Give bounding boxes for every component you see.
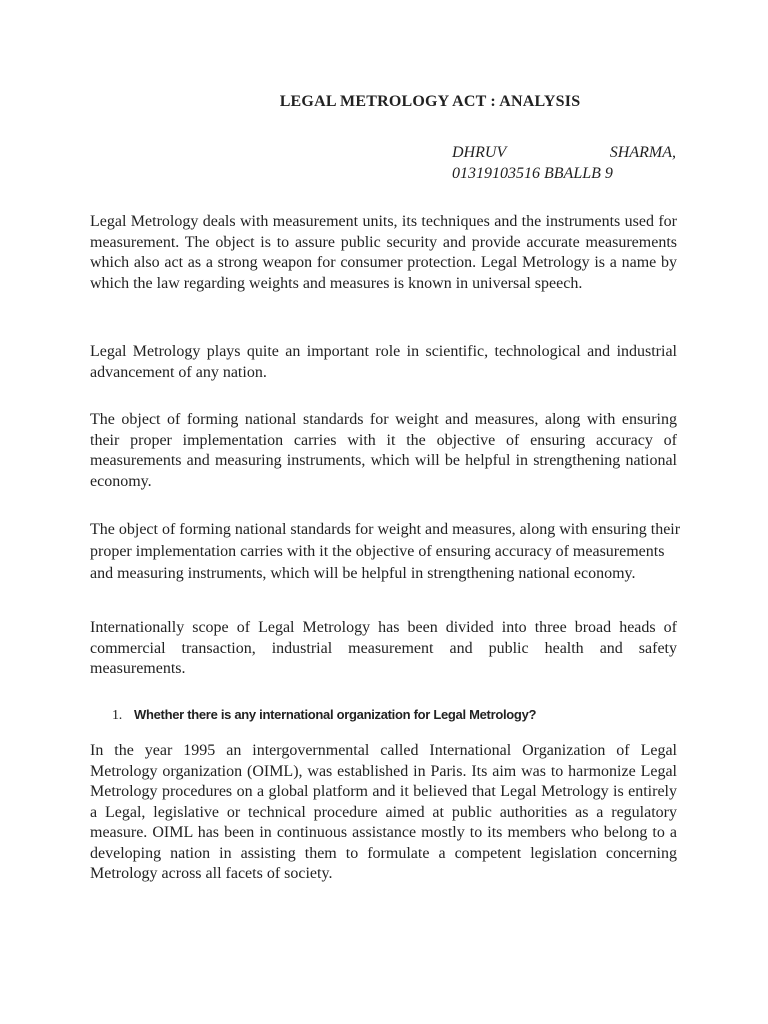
- author-last-name: SHARMA,: [609, 144, 676, 161]
- author-details: 01319103516 BBALLB 9: [452, 165, 613, 182]
- paragraph-5: Internationally scope of Legal Metrology has been divided into three broad heads of commercial transaction, industrial measurement and public health and safety measurements.: [90, 619, 677, 677]
- author-name-line: [452, 142, 676, 163]
- answer-paragraph: In the year 1995 an intergovernmental called International Organization of Legal Metrology organization (OIML), was established in Paris. Its aim was to harmonize Legal Metrology procedures on a global platform and it believed that Legal Metrology is entirely a Legal, legislative or technical procedure aimed at public authorities as a regulatory measure. OIML has been in continuous assistance mostly to its members who belong to a developing nation in assisting them to formulate a competent legislation concerning Metrology across all facets of society.: [90, 742, 677, 882]
- paragraph-3: The object of forming national standards for weight and measures, along with ensuring their proper implementation carries with it the objective of ensuring accuracy of measurements and measuring instruments, which will be helpful in strengthening national economy.: [90, 411, 677, 490]
- author-block: [452, 142, 676, 184]
- author-first-name: DHRUV: [452, 144, 507, 161]
- question-text: Whether there is any international organization for Legal Metrology?: [134, 707, 537, 722]
- document-title: LEGAL METROLOGY ACT : ANALYSIS: [279, 93, 581, 110]
- paragraph-1: Legal Metrology deals with measurement units, its techniques and the instruments used for measurement. The object is to assure public security and provide accurate measurements which also act as a strong weapon for consumer protection. Legal Metrology is a name by which the law regarding weights and measures is known in universal speech.: [90, 213, 677, 292]
- paragraph-2: Legal Metrology plays quite an important role in scientific, technological and industrial advancement of any nation.: [90, 343, 677, 381]
- question-number: 1.: [112, 708, 122, 723]
- paragraph-4: The object of forming national standards for weight and measures, along with ensuring their proper implementation carries with it the objective of ensuring accuracy of measurements and measuring instruments, which will be helpful in strengthening national economy.: [90, 521, 681, 582]
- question-heading: [112, 707, 672, 724]
